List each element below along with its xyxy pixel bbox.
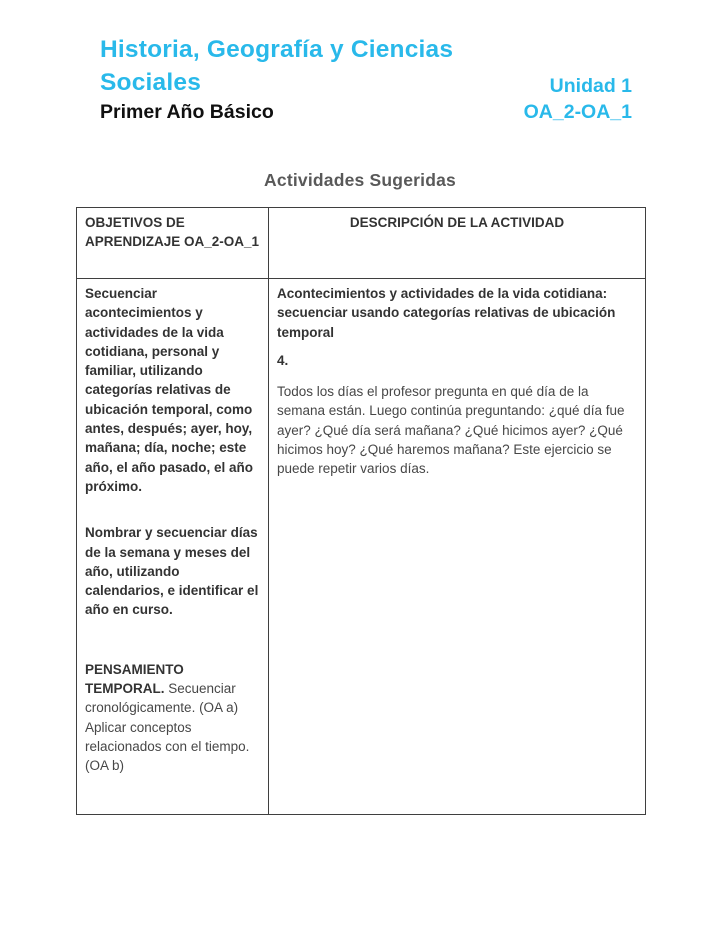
thinking-skill-text: Secuenciar cronológicamente. (OA a) Aplicar conceptos relacionados con el tiempo. (OA b) (85, 681, 250, 774)
activity-description: Todos los días el profesor pregunta en qué día de la semana están. Luego continúa preguntando: ¿qué día fue ayer? ¿Qué día será mañana? ¿Qué hicimos ayer? ¿Qué hicimos hoy? ¿Qué haremos mañana? Este ejercicio se puede repetir varios días. (277, 384, 625, 477)
activities-table-body (77, 279, 646, 815)
thinking-skill-paragraph (85, 660, 260, 776)
activity-number: 4. (277, 352, 289, 368)
unit-label: Unidad 1 (549, 75, 632, 97)
subject-title: Historia, Geografía y Ciencias Sociales (100, 36, 454, 96)
objective-paragraph-1: Secuenciar acontecimientos y actividades de la vida cotidiana, personal y familiar, utilizando categorías relativas de ubicación temporal, como antes, después; ayer, hoy, mañana; día, noche; este año, el año pasado, el año próximo. (85, 286, 254, 494)
activity-title: Acontecimientos y actividades de la vida cotidiana: secuenciar usando categorías relativas de ubicación temporal (277, 286, 616, 340)
section-title: Actividades Sugeridas (264, 170, 456, 190)
objective-paragraph-2: Nombrar y secuenciar días de la semana y meses del año, utilizando calendarios, e identificar el año en curso. (85, 525, 259, 618)
document-header (0, 0, 720, 125)
table-body-row (77, 279, 646, 815)
activities-table (76, 207, 646, 815)
objectives-cell (77, 279, 269, 815)
activities-table-header (77, 208, 646, 279)
oa-code-label: OA_2-OA_1 (523, 101, 632, 123)
grade-title: Primer Año Básico (100, 101, 274, 123)
header-right-block (524, 73, 632, 125)
header-left-block (100, 33, 520, 125)
description-column-header: DESCRIPCIÓN DE LA ACTIVIDAD (269, 208, 646, 279)
objectives-column-header: OBJETIVOS DE APRENDIZAJE OA_2-OA_1 (77, 208, 269, 279)
table-header-row (77, 208, 646, 279)
thinking-skill-label: PENSAMIENTO TEMPORAL. (85, 661, 184, 697)
activity-description-cell (269, 279, 646, 815)
